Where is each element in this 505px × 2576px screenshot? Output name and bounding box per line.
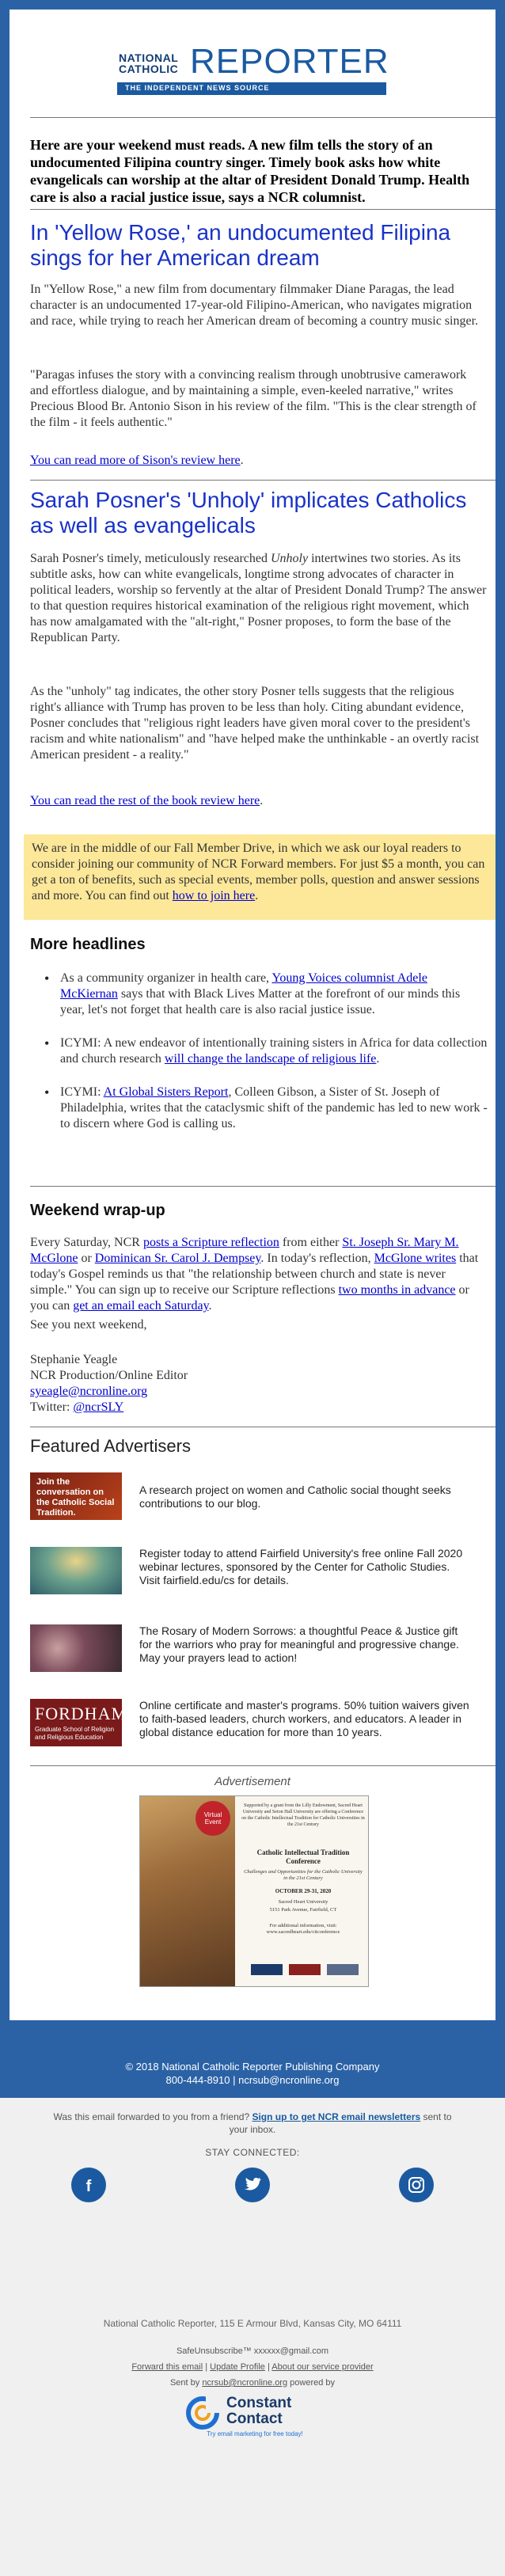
update-profile-link[interactable]: Update Profile (210, 2362, 265, 2372)
more-headlines-list (30, 971, 488, 1149)
divider (30, 1186, 496, 1187)
email-card (9, 9, 496, 2020)
footer-contact: 800-444-8910 | ncrsub@ncronline.org (165, 2074, 340, 2086)
sponsor-logo (289, 1964, 321, 1975)
masthead (9, 41, 496, 104)
email-actions: Forward this email | Update Profile | About our service provider (131, 2362, 374, 2372)
story2-read-more-link[interactable]: You can read the rest of the book review here (30, 794, 260, 807)
postal-address: National Catholic Reporter, 115 E Armour Blvd, Kansas City, MO 64111 (103, 2318, 402, 2329)
how-to-join-link[interactable]: how to join here (172, 889, 256, 902)
wrapup-title: Weekend wrap-up (30, 1202, 165, 1219)
signature-title: NCR Production/Online Editor (30, 1369, 188, 1382)
sponsor-logo (251, 1964, 283, 1975)
signature-name: Stephanie Yeagle (30, 1353, 118, 1366)
fordham-logo[interactable]: FORDHAM Graduate School of Religion and Religious Education (30, 1699, 122, 1746)
divider (30, 1765, 496, 1766)
headline-link[interactable]: will change the landscape of religious life (164, 1052, 377, 1066)
more-headlines-title: More headlines (30, 936, 146, 953)
advertiser-item[interactable]: Register today to attend Fairfield University's free online Fall 2020 webinar lectures, sponsored by the Center for Catholic Studies. Visit fairfield.edu/cs for details. (30, 1547, 488, 1602)
ncr-logo[interactable]: NATIONAL CATHOLIC REPORTER THE INDEPENDENT NEWS SOURCE (114, 41, 391, 100)
dempsey-link[interactable]: Dominican Sr. Carol J. Dempsey (94, 1252, 261, 1265)
stay-connected-label: STAY CONNECTED: (205, 2147, 300, 2158)
constant-contact-icon (185, 2396, 220, 2430)
intro-text: Here are your weekend must reads. A new film tells the story of an undocumented Filipina country singer. Timely book asks how white evangelicals can worship at the altar of President Donald Trump. Health care is also a racial justice issue, says a NCR columnist. (30, 137, 470, 205)
divider (30, 117, 496, 118)
story2-link-paragraph: You can read the rest of the book review here. (30, 794, 264, 807)
closing: See you next weekend, (30, 1318, 147, 1332)
about-service-link[interactable]: About our service provider (271, 2362, 374, 2372)
signup-newsletter-link[interactable]: Sign up to get NCR email newsletters (252, 2111, 421, 2122)
footer-copyright: © 2018 National Catholic Reporter Publishing Company (125, 2061, 380, 2073)
svg-text:f: f (85, 2178, 92, 2195)
headline-link[interactable]: At Global Sisters Report (103, 1085, 229, 1099)
signature-email-link[interactable]: syeagle@ncronline.org (30, 1385, 148, 1398)
safe-unsubscribe[interactable]: SafeUnsubscribe™ xxxxxx@gmail.com (176, 2346, 329, 2356)
sent-by-line: Sent by ncrsub@ncronline.org powered by (169, 2378, 336, 2388)
advertiser-image[interactable] (30, 1547, 122, 1594)
mcglone-writes-link[interactable]: McGlone writes (374, 1252, 457, 1265)
story2-headline[interactable]: Sarah Posner's 'Unholy' implicates Catholics as well as evangelicals (30, 488, 467, 538)
advertiser-item[interactable]: Join the conversation on the Catholic Social Tradition. A research project on women and Catholic social thought seeks contributions to our blog. (30, 1472, 488, 1528)
featured-advertisers-title: Featured Advertisers (30, 1436, 191, 1456)
forward-notice: Was this email forwarded to you from a friend? Sign up to get NCR email newsletters sent to your inbox. (53, 2111, 452, 2135)
story1-paragraph-1: In "Yellow Rose," a new film from documentary filmmaker Diane Paragas, the lead character is an undocumented 17-year-old Filipino-American, who navigates migration and race, while trying to reach her American dream of becoming a country music singer. (30, 283, 479, 328)
headline-item: • ICYMI: A new endeavor of intentionally training sisters in Africa for data collection and church research will change the landscape of religious life. (30, 1035, 488, 1067)
email-each-saturday-link[interactable]: get an email each Saturday (73, 1299, 209, 1313)
constant-contact-logo[interactable]: Constant Contact Try email marketing for free today! (185, 2394, 325, 2434)
wrapup-paragraph: Every Saturday, NCR posts a Scripture reflection from either St. Joseph Sr. Mary M. McGlone or Dominican Sr. Carol J. Dempsey. In today's reflection, McGlone writes that today's Gospel reminds us that "the relationship between church and state is never simple." You can sign up to receive our Scripture reflections two months in advance or you can get an email each Saturday. (30, 1236, 479, 1313)
footer-email-link[interactable]: ncrsub@ncronline.org (238, 2074, 340, 2086)
headline-item: • ICYMI: At Global Sisters Report, Colleen Gibson, a Sister of St. Joseph of Philadelphia, writes that the cataclysmic shift of the pandemic has led to new work - to discern where God is calling us. (30, 1085, 488, 1132)
logo-tagline: THE INDEPENDENT NEWS SOURCE (125, 84, 270, 92)
story1-read-more-link[interactable]: You can read more of Sison's review here (30, 454, 241, 467)
facebook-icon[interactable] (71, 2168, 106, 2202)
story1-link-paragraph: You can read more of Sison's review here. (30, 454, 244, 467)
member-drive-notice: We are in the middle of our Fall Member Drive, in which we ask our loyal readers to consider joining our community of NCR Forward members. For just $5 a month, you can get a ton of benefits, such as special events, member polls, question and answer sessions and more. You can find out how to join here. (24, 834, 496, 920)
virtual-event-badge: Virtual Event (196, 1801, 230, 1836)
advertiser-image[interactable] (30, 1624, 122, 1672)
advertiser-item[interactable]: The Rosary of Modern Sorrows: a thoughtful Peace & Justice gift for the warriors who pray for meaningful and progressive change. May your prayers lead to action! (30, 1624, 488, 1680)
logo-wordmark: REPORTER (190, 42, 389, 81)
advertisement-label: Advertisement (215, 1775, 290, 1788)
advertiser-item[interactable]: FORDHAM Graduate School of Religion and Religious Education Online certificate and master's programs. 50% tuition waivers given to faith-based leaders, church workers, and educators. A leader in global distance education for more than 10 years. (30, 1699, 488, 1754)
scripture-reflection-link[interactable]: posts a Scripture reflection (142, 1236, 279, 1249)
story2-paragraph-2: As the "unholy" tag indicates, the other story Posner tells suggests that the religious right's alliance with Trump has proven to be less than holy. Citing abundant evidence, Posner concludes that "religious right leaders have given moral cover to the president's racism and white nationalism" and "have helped make the unthinkable - an overtly racist American president - a reality." (30, 685, 480, 762)
signature-twitter-line: Twitter: @ncrSLY (30, 1400, 124, 1414)
twitter-icon[interactable] (235, 2168, 270, 2202)
two-months-link[interactable]: two months in advance (338, 1283, 456, 1297)
conference-poster-ad[interactable]: Virtual Event Supported by a grant from the Lilly Endowment, Sacred Heart University and Seton Hall University are offering a Conference on the Catholic Intellectual Tradition for Catholic Universities in the 21st Century Catholic Intellectual Tradition Conference Challenges and Opportunities for the Catholic University in the 21st Century OCTOBER 29-31, 2020 Sacred Heart University 5151 Park Avenue, Fairfield, CT For additional information, visit: www.sacredheart.edu/citconference (139, 1795, 369, 1987)
footer (0, 2044, 505, 2098)
story2-paragraph-1: Sarah Posner's timely, meticulously researched Unholy intertwines two stories. As its subtitle asks, how can white evangelicals, longtime strong advocates of character in political leaders, worship so fervently at the altar of President Donald Trump? The answer to that question requires historical examination of the religious right movement, which has now amalgamated with the "alt-right," Posner proposes, to form the base of the Republican Party. (30, 552, 487, 644)
forward-email-link[interactable]: Forward this email (131, 2362, 203, 2372)
story1-headline[interactable]: In 'Yellow Rose,' an undocumented Filipina sings for her American dream (30, 220, 451, 270)
divider (30, 209, 496, 210)
headline-item: • As a community organizer in health care, Young Voices columnist Adele McKiernan says that with Black Lives Matter at the forefront of our minds this year, let's not forget that health care is also racial justice issue. (30, 971, 488, 1018)
headline-link[interactable]: Young Voices columnist Adele McKiernan (60, 971, 427, 1001)
advertiser-image[interactable]: Join the conversation on the Catholic Social Tradition. (30, 1472, 122, 1520)
story1-paragraph-2: "Paragas infuses the story with a convincing realism through unobtrusive camerawork and effortless dialogue, and by maintaining a simple, even-keeled narrative," writes Precious Blood Br. Antonio Sison in his review of the film. "This is the clear strength of the film - it feels authentic." (30, 368, 477, 429)
mcglone-link[interactable]: St. Joseph Sr. Mary M. McGlone (30, 1236, 459, 1265)
signature-email-line (30, 1384, 488, 1400)
sponsor-logo (327, 1964, 359, 1975)
instagram-icon[interactable] (399, 2168, 434, 2202)
twitter-handle-link[interactable]: @ncrSLY (73, 1400, 124, 1414)
divider (30, 480, 496, 481)
sent-by-email-link[interactable]: ncrsub@ncronline.org (202, 2378, 288, 2388)
